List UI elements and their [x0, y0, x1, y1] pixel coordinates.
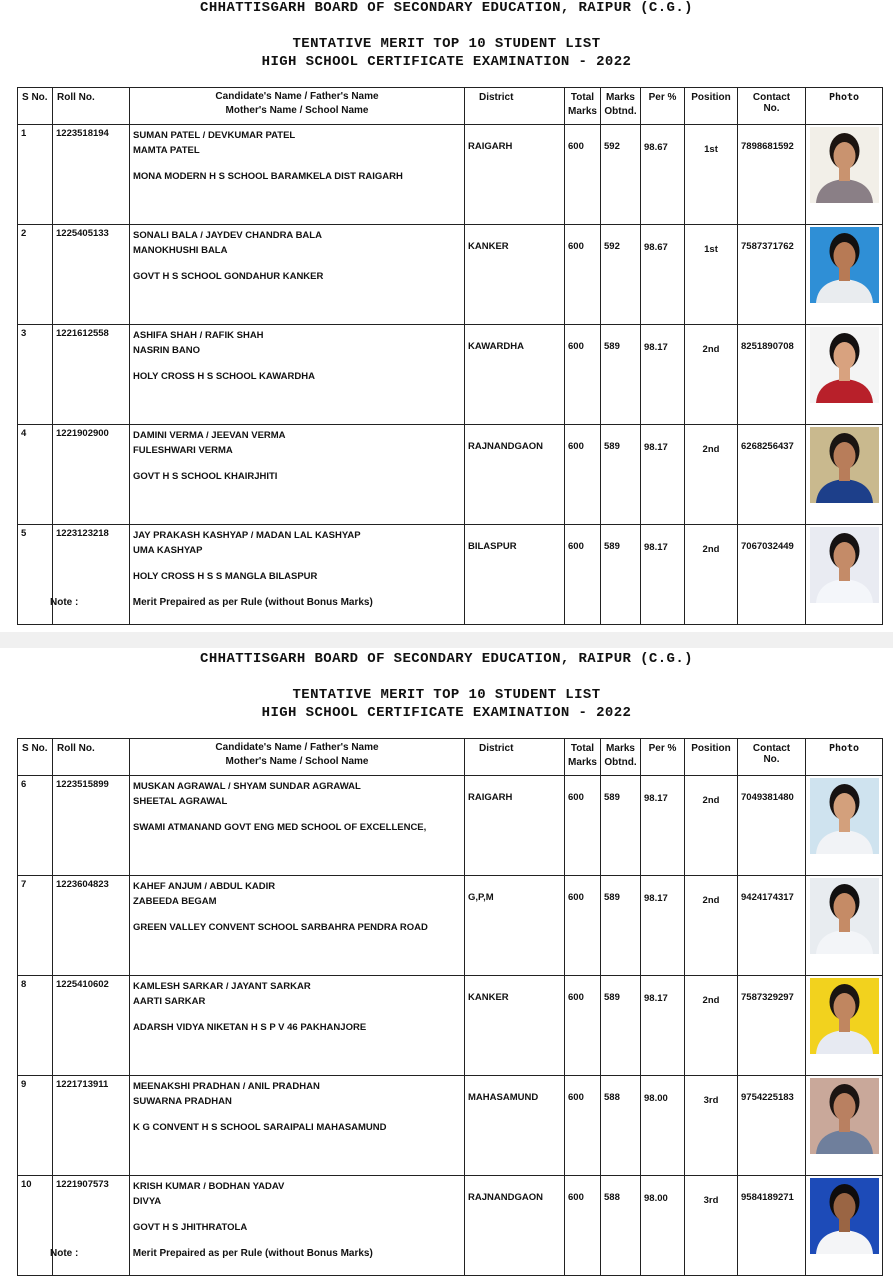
contact-number: 7587329297: [738, 976, 806, 1076]
header-line: Marks: [606, 743, 635, 754]
district: MAHASAMUND: [465, 1076, 565, 1176]
candidate-cell: [130, 125, 465, 225]
student-photo: [810, 1178, 879, 1254]
exam-title: HIGH SCHOOL CERTIFICATE EXAMINATION - 2022: [261, 705, 632, 721]
header-line: Obtnd.: [604, 757, 637, 768]
sno-cell: 6: [18, 776, 53, 876]
district: BILASPUR: [465, 525, 565, 625]
contact-number: 7067032449: [738, 525, 806, 625]
note: [50, 1248, 373, 1259]
percentage: 98.17: [641, 425, 685, 525]
col-district-header: District: [465, 739, 565, 776]
candidate-cell: [130, 876, 465, 976]
col-contact-header: [738, 88, 806, 125]
col-roll-header: Roll No.: [53, 88, 130, 125]
note-label: Note :: [50, 597, 79, 608]
merit-table: [17, 87, 883, 625]
student-photo: [810, 227, 879, 303]
marks-obtained: 592: [601, 125, 641, 225]
total-marks: 600: [565, 776, 601, 876]
candidate-cell: [130, 976, 465, 1076]
table-row: [18, 876, 883, 976]
person-silhouette-icon: [810, 327, 879, 403]
mother-name: ZABEEDA BEGAM: [133, 896, 217, 907]
percentage: 98.17: [641, 325, 685, 425]
school-name: HOLY CROSS H S SCHOOL KAWARDHA: [133, 371, 315, 382]
candidate-cell: [130, 325, 465, 425]
col-sno-header: S No.: [18, 739, 53, 776]
mother-name: MANOKHUSHI BALA: [133, 245, 228, 256]
col-position-header: Position: [685, 739, 738, 776]
merit-position: 2nd: [685, 976, 738, 1076]
person-silhouette-icon: [810, 1178, 879, 1254]
photo-cell: [806, 776, 883, 876]
sno-cell: 3: [18, 325, 53, 425]
school-name: SWAMI ATMANAND GOVT ENG MED SCHOOL OF EXCELLENCE,: [133, 822, 427, 833]
merit-position: 2nd: [685, 325, 738, 425]
merit-table: [17, 738, 883, 1276]
table-row: [18, 325, 883, 425]
page-separator: [0, 632, 893, 648]
marks-obtained: 589: [601, 325, 641, 425]
col-name-header: [130, 739, 465, 776]
mother-name: NASRIN BANO: [133, 345, 201, 356]
table-row: [18, 1076, 883, 1176]
photo-cell: [806, 876, 883, 976]
contact-number: 7049381480: [738, 776, 806, 876]
student-photo: [810, 878, 879, 954]
contact-number: 9424174317: [738, 876, 806, 976]
header-line: Candidate's Name / Father's Name: [215, 91, 379, 102]
photo-cell: [806, 125, 883, 225]
roll-number: 1225405133: [53, 225, 130, 325]
student-photo: [810, 127, 879, 203]
board-title: CHHATTISGARH BOARD OF SECONDARY EDUCATION, RAIPUR (C.G.): [200, 651, 693, 667]
mother-name: MAMTA PATEL: [133, 145, 200, 156]
person-silhouette-icon: [810, 778, 879, 854]
sno-cell: 10: [18, 1176, 53, 1276]
col-total-header: [565, 88, 601, 125]
roll-number: 1221902900: [53, 425, 130, 525]
candidate-cell: [130, 1076, 465, 1176]
candidate-father-name: DAMINI VERMA / JEEVAN VERMA: [133, 430, 286, 441]
header-line: Mother's Name / School Name: [225, 756, 369, 767]
col-roll-header: Roll No.: [53, 739, 130, 776]
note-text: Merit Prepaired as per Rule (without Bonus Marks): [132, 597, 373, 608]
table-row: [18, 525, 883, 625]
merit-position: 1st: [685, 125, 738, 225]
header-line: No.: [763, 103, 780, 114]
header-line: Mother's Name / School Name: [225, 105, 369, 116]
header-line: Contact: [752, 92, 791, 103]
table-row: [18, 425, 883, 525]
header-line: No.: [763, 754, 780, 765]
list-title: TENTATIVE MERIT TOP 10 STUDENT LIST: [292, 687, 601, 703]
percentage: 98.67: [641, 225, 685, 325]
person-silhouette-icon: [810, 227, 879, 303]
table-row: [18, 125, 883, 225]
marks-obtained: 589: [601, 776, 641, 876]
district: RAJNANDGAON: [465, 1176, 565, 1276]
sno-cell: 7: [18, 876, 53, 976]
district: KANKER: [465, 225, 565, 325]
photo-cell: [806, 525, 883, 625]
table-row: [18, 225, 883, 325]
candidate-cell: [130, 225, 465, 325]
col-per-header: Per %: [641, 88, 685, 125]
col-name-header: [130, 88, 465, 125]
marks-obtained: 588: [601, 1176, 641, 1276]
percentage: 98.17: [641, 976, 685, 1076]
header-line: Marks: [568, 106, 597, 117]
district: RAIGARH: [465, 776, 565, 876]
mother-name: SHEETAL AGRAWAL: [133, 796, 228, 807]
candidate-father-name: SUMAN PATEL / DEVKUMAR PATEL: [133, 130, 296, 141]
student-photo: [810, 327, 879, 403]
mother-name: UMA KASHYAP: [133, 545, 203, 556]
col-district-header: District: [465, 88, 565, 125]
total-marks: 600: [565, 1176, 601, 1276]
student-photo: [810, 527, 879, 603]
district: G,P,M: [465, 876, 565, 976]
marks-obtained: 589: [601, 976, 641, 1076]
contact-number: 9584189271: [738, 1176, 806, 1276]
school-name: ADARSH VIDYA NIKETAN H S P V 46 PAKHANJORE: [133, 1022, 367, 1033]
candidate-cell: [130, 425, 465, 525]
candidate-father-name: KAHEF ANJUM / ABDUL KADIR: [133, 881, 276, 892]
district: RAIGARH: [465, 125, 565, 225]
total-marks: 600: [565, 225, 601, 325]
merit-position: 3rd: [685, 1176, 738, 1276]
merit-position: 1st: [685, 225, 738, 325]
roll-number: 1223518194: [53, 125, 130, 225]
student-photo: [810, 978, 879, 1054]
list-title: TENTATIVE MERIT TOP 10 STUDENT LIST: [292, 36, 601, 52]
header-row: [18, 739, 883, 776]
mother-name: SUWARNA PRADHAN: [133, 1096, 232, 1107]
header-line: Candidate's Name / Father's Name: [215, 742, 379, 753]
candidate-cell: [130, 776, 465, 876]
photo-cell: [806, 1176, 883, 1276]
merit-position: 2nd: [685, 876, 738, 976]
marks-obtained: 592: [601, 225, 641, 325]
person-silhouette-icon: [810, 978, 879, 1054]
sno-cell: 4: [18, 425, 53, 525]
school-name: GOVT H S SCHOOL GONDAHUR KANKER: [133, 271, 324, 282]
total-marks: 600: [565, 325, 601, 425]
header-line: Marks: [568, 757, 597, 768]
col-photo-header: Photo: [806, 88, 883, 125]
marks-obtained: 589: [601, 525, 641, 625]
percentage: 98.17: [641, 776, 685, 876]
header-row: [18, 88, 883, 125]
header-line: Marks: [606, 92, 635, 103]
col-per-header: Per %: [641, 739, 685, 776]
school-name: K G CONVENT H S SCHOOL SARAIPALI MAHASAMUND: [133, 1122, 387, 1133]
student-photo: [810, 1078, 879, 1154]
note-label: Note :: [50, 1248, 79, 1259]
contact-number: 9754225183: [738, 1076, 806, 1176]
col-marks-header: [601, 739, 641, 776]
merit-position: 2nd: [685, 425, 738, 525]
roll-number: 1221713911: [53, 1076, 130, 1176]
board-title: CHHATTISGARH BOARD OF SECONDARY EDUCATION, RAIPUR (C.G.): [200, 0, 693, 16]
total-marks: 600: [565, 425, 601, 525]
percentage: 98.00: [641, 1076, 685, 1176]
roll-number: 1221907573: [53, 1176, 130, 1276]
header-line: Contact: [752, 743, 791, 754]
district: KAWARDHA: [465, 325, 565, 425]
note: [50, 597, 373, 608]
school-name: GREEN VALLEY CONVENT SCHOOL SARBAHRA PENDRA ROAD: [133, 922, 428, 933]
col-marks-header: [601, 88, 641, 125]
contact-number: 6268256437: [738, 425, 806, 525]
col-contact-header: [738, 739, 806, 776]
candidate-father-name: SONALI BALA / JAYDEV CHANDRA BALA: [133, 230, 322, 241]
total-marks: 600: [565, 976, 601, 1076]
photo-cell: [806, 225, 883, 325]
table-row: [18, 1176, 883, 1276]
sno-cell: 8: [18, 976, 53, 1076]
candidate-father-name: KAMLESH SARKAR / JAYANT SARKAR: [133, 981, 311, 992]
contact-number: 7587371762: [738, 225, 806, 325]
total-marks: 600: [565, 876, 601, 976]
table-row: [18, 976, 883, 1076]
col-total-header: [565, 739, 601, 776]
photo-cell: [806, 325, 883, 425]
table-row: [18, 776, 883, 876]
col-position-header: Position: [685, 88, 738, 125]
candidate-father-name: ASHIFA SHAH / RAFIK SHAH: [133, 330, 264, 341]
merit-position: 3rd: [685, 1076, 738, 1176]
school-name: GOVT H S SCHOOL KHAIRJHITI: [133, 471, 278, 482]
contact-number: 8251890708: [738, 325, 806, 425]
marks-obtained: 589: [601, 425, 641, 525]
note-text: Merit Prepaired as per Rule (without Bonus Marks): [132, 1248, 373, 1259]
candidate-father-name: MEENAKSHI PRADHAN / ANIL PRADHAN: [133, 1081, 320, 1092]
roll-number: 1223604823: [53, 876, 130, 976]
student-photo: [810, 427, 879, 503]
merit-position: 2nd: [685, 525, 738, 625]
student-photo: [810, 778, 879, 854]
total-marks: 600: [565, 1076, 601, 1176]
roll-number: 1225410602: [53, 976, 130, 1076]
roll-number: 1223123218: [53, 525, 130, 625]
roll-number: 1221612558: [53, 325, 130, 425]
merit-position: 2nd: [685, 776, 738, 876]
candidate-father-name: JAY PRAKASH KASHYAP / MADAN LAL KASHYAP: [133, 530, 361, 541]
sno-cell: 2: [18, 225, 53, 325]
mother-name: FULESHWARI VERMA: [133, 445, 233, 456]
district: KANKER: [465, 976, 565, 1076]
mother-name: AARTI SARKAR: [133, 996, 206, 1007]
school-name: MONA MODERN H S SCHOOL BARAMKELA DIST RAIGARH: [133, 171, 403, 182]
person-silhouette-icon: [810, 1078, 879, 1154]
person-silhouette-icon: [810, 127, 879, 203]
total-marks: 600: [565, 525, 601, 625]
marks-obtained: 589: [601, 876, 641, 976]
roll-number: 1223515899: [53, 776, 130, 876]
photo-cell: [806, 976, 883, 1076]
percentage: 98.00: [641, 1176, 685, 1276]
candidate-father-name: KRISH KUMAR / BODHAN YADAV: [133, 1181, 285, 1192]
person-silhouette-icon: [810, 427, 879, 503]
percentage: 98.67: [641, 125, 685, 225]
header-line: Total: [570, 743, 595, 754]
district: RAJNANDGAON: [465, 425, 565, 525]
person-silhouette-icon: [810, 878, 879, 954]
header-line: Obtnd.: [604, 106, 637, 117]
total-marks: 600: [565, 125, 601, 225]
percentage: 98.17: [641, 876, 685, 976]
merit-page-2: [0, 648, 893, 1280]
sno-cell: 1: [18, 125, 53, 225]
sno-cell: 9: [18, 1076, 53, 1176]
sno-cell: 5: [18, 525, 53, 625]
school-name: GOVT H S JHITHRATOLA: [133, 1222, 248, 1233]
candidate-cell: [130, 1176, 465, 1276]
candidate-cell: [130, 525, 465, 625]
school-name: HOLY CROSS H S S MANGLA BILASPUR: [133, 571, 318, 582]
photo-cell: [806, 425, 883, 525]
marks-obtained: 588: [601, 1076, 641, 1176]
contact-number: 7898681592: [738, 125, 806, 225]
candidate-father-name: MUSKAN AGRAWAL / SHYAM SUNDAR AGRAWAL: [133, 781, 361, 792]
merit-page-1: [0, 0, 893, 632]
percentage: 98.17: [641, 525, 685, 625]
col-sno-header: S No.: [18, 88, 53, 125]
mother-name: DIVYA: [133, 1196, 162, 1207]
header-line: Total: [570, 92, 595, 103]
exam-title: HIGH SCHOOL CERTIFICATE EXAMINATION - 2022: [261, 54, 632, 70]
photo-cell: [806, 1076, 883, 1176]
person-silhouette-icon: [810, 527, 879, 603]
col-photo-header: Photo: [806, 739, 883, 776]
